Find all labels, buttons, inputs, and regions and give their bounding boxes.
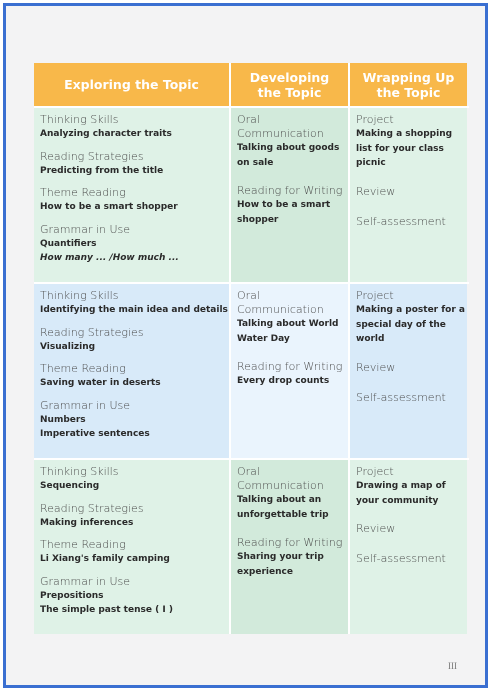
row1-exploring-cell [34, 108, 229, 282]
section [40, 289, 229, 318]
section-label: Reading Strategies [40, 501, 144, 515]
section-label: Oral Communication [237, 465, 324, 492]
row3-wrapping-cell [348, 460, 467, 634]
header-exploring: Exploring the Topic [34, 63, 229, 106]
section-item: Numbers [40, 414, 86, 425]
section-item: Every drop counts [237, 376, 330, 386]
section-label: Theme Reading [40, 186, 126, 199]
section [237, 113, 348, 170]
section-label: Review [356, 522, 396, 535]
table-row [34, 106, 469, 282]
section-item: Drawing a map of your community [356, 481, 446, 506]
section-label: Project [356, 289, 394, 302]
header-developing: Developing the Topic [229, 63, 348, 106]
section-label: Self-assessment [356, 214, 446, 228]
section-item: Saving water in deserts [40, 378, 161, 388]
section [40, 399, 229, 442]
row1-wrapping-cell [348, 108, 467, 282]
section [40, 362, 229, 391]
section [356, 289, 467, 347]
section-item: Sharing your trip experience [237, 552, 324, 577]
section [356, 391, 467, 405]
section-label: Reading for Writing [237, 536, 343, 549]
table-row [34, 282, 469, 458]
section [40, 465, 229, 494]
section-label: Self-assessment [356, 390, 446, 404]
section-label: Thinking Skills [40, 465, 119, 478]
section-label: Reading for Writing [237, 184, 343, 197]
section [356, 215, 467, 229]
section [40, 575, 229, 618]
section-item: Talking about an unforgettable trip [237, 495, 329, 520]
section [237, 465, 348, 522]
table-row [34, 458, 469, 634]
section [40, 186, 229, 215]
section-item: Making a shopping list for your class picnic [356, 129, 453, 168]
section-item: Predicting from the title [40, 165, 164, 176]
section [356, 361, 467, 375]
section-item: Li Xiang's family camping [40, 554, 170, 564]
section-label: Grammar in Use [40, 574, 131, 588]
page-frame [3, 3, 488, 688]
section [40, 150, 229, 179]
section-label: Reading Strategies [40, 149, 144, 163]
section-label: Grammar in Use [40, 222, 131, 236]
section-item: How many ... /How much ... [40, 253, 179, 263]
section-label: Self-assessment [356, 552, 446, 565]
section-label: Thinking Skills [40, 113, 119, 126]
section-item: Sequencing [40, 481, 100, 491]
section [356, 522, 467, 536]
table-header [34, 63, 469, 106]
section-label: Grammar in Use [40, 398, 131, 412]
section [356, 113, 467, 171]
section-item: Identifying the main idea and details [40, 305, 228, 315]
contents-table [34, 63, 469, 634]
section-item: How to be a smart shopper [237, 200, 331, 225]
section-item: Talking about goods on sale [237, 143, 340, 168]
section-item: How to be a smart shopper [40, 202, 178, 212]
section-item: Imperative sentences [40, 429, 150, 439]
section [40, 502, 229, 531]
section-label: Project [356, 113, 394, 126]
section-item: The simple past tense ( I ) [40, 605, 173, 615]
row3-developing-cell [229, 460, 348, 634]
section-item: Analyzing character traits [40, 129, 172, 139]
section-label: Reading for Writing [237, 360, 343, 373]
section [237, 289, 348, 346]
row2-wrapping-cell [348, 284, 467, 458]
section-item: Making inferences [40, 517, 134, 528]
section [356, 552, 467, 566]
section [237, 360, 348, 389]
section-item: Visualizing [40, 341, 96, 352]
section-label: Review [356, 184, 396, 198]
section [40, 113, 229, 142]
row2-developing-cell [229, 284, 348, 458]
section-label: Reading Strategies [40, 325, 144, 339]
section [356, 185, 467, 199]
row2-exploring-cell [34, 284, 229, 458]
section-label: Review [356, 360, 396, 374]
section-label: Theme Reading [40, 538, 126, 551]
section [40, 326, 229, 355]
section [237, 536, 348, 579]
row1-developing-cell [229, 108, 348, 282]
section [237, 184, 348, 227]
section [356, 465, 467, 508]
section-item: Quantifiers [40, 238, 97, 249]
section-label: Oral Communication [237, 289, 324, 316]
page-number: III [448, 661, 457, 671]
header-wrapping: Wrapping Up the Topic [348, 63, 467, 106]
section-label: Project [356, 465, 394, 478]
row3-exploring-cell [34, 460, 229, 634]
section-label: Theme Reading [40, 362, 126, 375]
section-label: Oral Communication [237, 113, 324, 140]
section-label: Thinking Skills [40, 289, 119, 302]
section [40, 223, 229, 266]
section-item: Talking about World Water Day [237, 319, 339, 344]
section-item: Prepositions [40, 590, 104, 601]
section [40, 538, 229, 567]
section-item: Making a poster for a special day of the world [356, 305, 465, 344]
